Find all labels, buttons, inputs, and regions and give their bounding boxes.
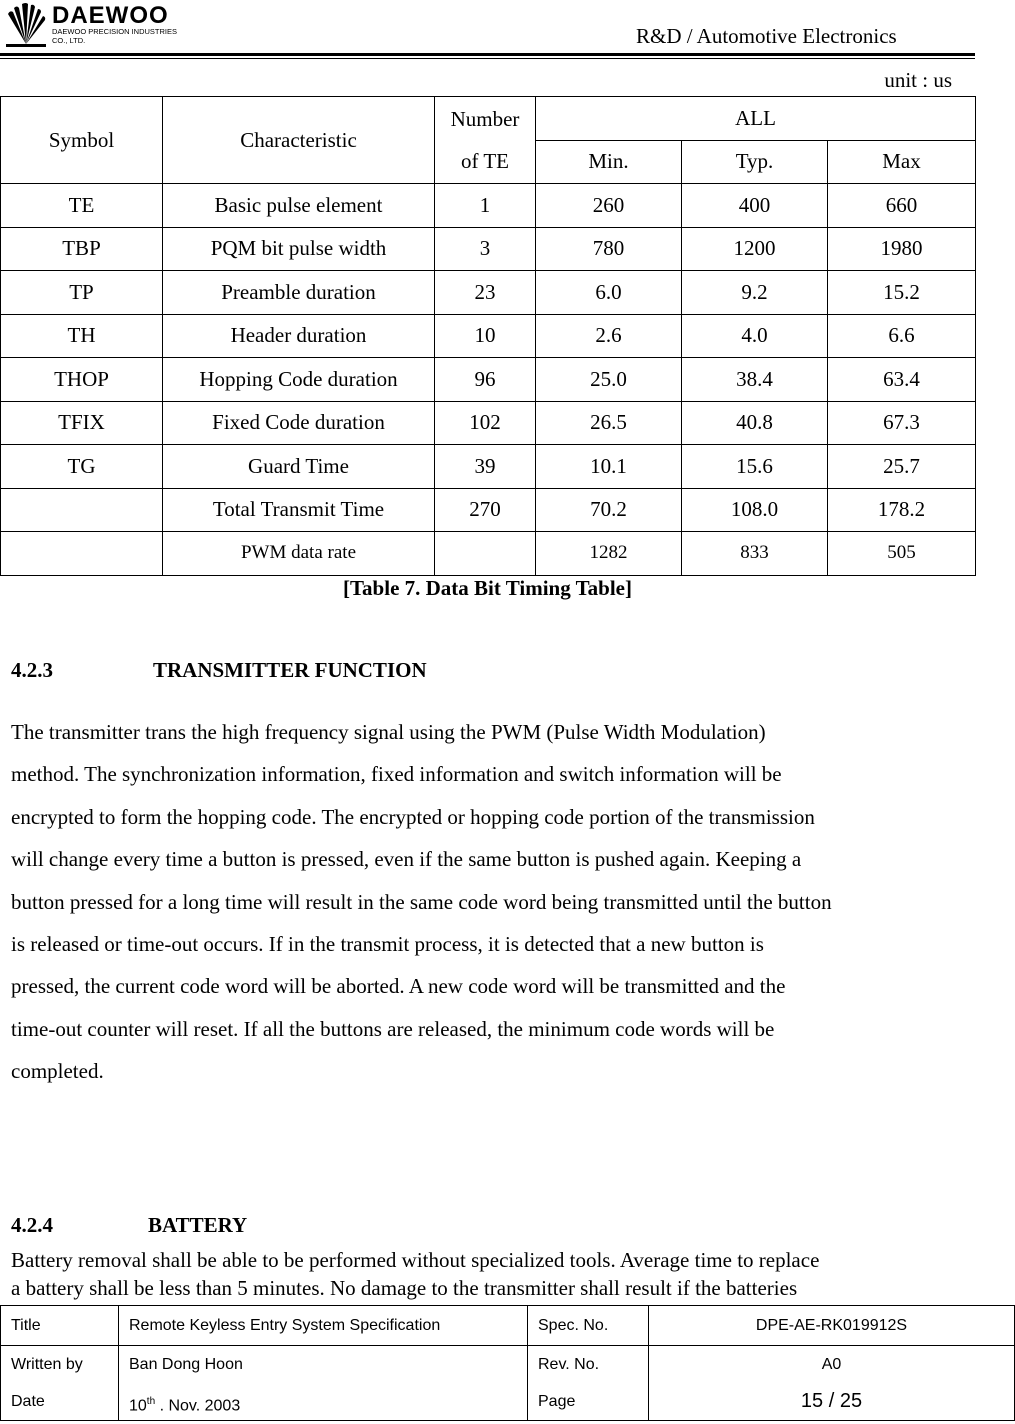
company-name: DAEWOO PRECISION INDUSTRIES CO., LTD. — [52, 27, 178, 45]
footer-written-label: Written by — [11, 1356, 83, 1373]
cell-characteristic: Hopping Code duration — [163, 358, 435, 402]
paragraph-line: time-out counter will reset. If all the buttons are released, the minimum code words will be — [11, 1016, 775, 1041]
cell-max: 660 — [828, 184, 976, 228]
footer-left-labels — [1, 1346, 119, 1421]
data-bit-timing-table — [0, 96, 976, 576]
cell-symbol — [1, 532, 163, 576]
paragraph-line: completed. — [11, 1059, 104, 1084]
header-characteristic: Characteristic — [163, 97, 435, 184]
cell-max: 15.2 — [828, 271, 976, 315]
cell-number: 270 — [435, 488, 536, 532]
header-rule-thin — [0, 58, 975, 59]
cell-max: 25.7 — [828, 445, 976, 489]
cell-typ: 4.0 — [682, 314, 828, 358]
cell-typ: 1200 — [682, 227, 828, 271]
footer-rev-value: A0 — [821, 1356, 842, 1373]
cell-min: 70.2 — [536, 488, 682, 532]
footer-written-value: Ban Dong Hoon — [129, 1356, 243, 1373]
cell-symbol: TH — [1, 314, 163, 358]
footer-spec-label: Spec. No. — [528, 1306, 649, 1346]
paragraph-line: method. The synchronization information, fixed information and switch information will be — [11, 762, 782, 787]
paragraph-line: a battery shall be less than 5 minutes. No damage to the transmitter shall result if the batteries — [11, 1276, 798, 1300]
cell-typ: 38.4 — [682, 358, 828, 402]
cell-min: 6.0 — [536, 271, 682, 315]
battery-paragraph — [11, 1246, 976, 1302]
cell-min: 260 — [536, 184, 682, 228]
table-row — [1, 184, 976, 228]
table-row — [1, 488, 976, 532]
table-row — [1, 445, 976, 489]
cell-typ: 9.2 — [682, 271, 828, 315]
table-row — [1, 401, 976, 445]
cell-characteristic: Guard Time — [163, 445, 435, 489]
footer-title-value: Remote Keyless Entry System Specification — [119, 1306, 528, 1346]
cell-typ: 40.8 — [682, 401, 828, 445]
cell-number: 39 — [435, 445, 536, 489]
table-row — [1, 227, 976, 271]
cell-min: 10.1 — [536, 445, 682, 489]
cell-number — [435, 532, 536, 576]
cell-symbol: TP — [1, 271, 163, 315]
cell-max: 63.4 — [828, 358, 976, 402]
footer-right-values — [649, 1346, 1015, 1421]
footer-page-value: 15 / 25 — [800, 1390, 863, 1412]
unit-label: unit : us — [884, 68, 952, 92]
paragraph-line: is released or time-out occurs. If in the transmit process, it is detected that a new button is — [11, 932, 764, 957]
transmitter-paragraph — [11, 711, 976, 1093]
footer-rev-label: Rev. No. — [538, 1356, 600, 1373]
table-row — [1, 314, 976, 358]
footer-date-value: 10th . Nov. 2003 — [129, 1396, 241, 1415]
footer-spec-value: DPE-AE-RK019912S — [649, 1306, 1015, 1346]
cell-symbol — [1, 488, 163, 532]
header-all: ALL — [536, 97, 976, 141]
cell-max: 178.2 — [828, 488, 976, 532]
paragraph-line: encrypted to form the hopping code. The encrypted or hopping code portion of the transmission — [11, 804, 815, 829]
cell-symbol: THOP — [1, 358, 163, 402]
paragraph-line: button pressed for a long time will result in the same code word being transmitted until the button — [11, 889, 832, 914]
cell-characteristic: PWM data rate — [163, 532, 435, 576]
cell-symbol: TG — [1, 445, 163, 489]
cell-number: 10 — [435, 314, 536, 358]
table-row — [1, 358, 976, 402]
cell-characteristic: Total Transmit Time — [163, 488, 435, 532]
cell-characteristic: Preamble duration — [163, 271, 435, 315]
cell-typ: 400 — [682, 184, 828, 228]
cell-typ: 108.0 — [682, 488, 828, 532]
footer-left-values — [119, 1346, 528, 1421]
cell-symbol: TE — [1, 184, 163, 228]
department-label: R&D / Automotive Electronics — [636, 24, 897, 48]
section-heading-battery: 4.2.4 BATTERY — [11, 1213, 248, 1237]
section-heading-transmitter: 4.2.3 TRANSMITTER FUNCTION — [11, 658, 427, 682]
header-min: Min. — [536, 140, 682, 184]
cell-number: 102 — [435, 401, 536, 445]
header-symbol: Symbol — [1, 97, 163, 184]
footer-right-labels — [528, 1346, 649, 1421]
table-header-row — [1, 97, 976, 141]
cell-min: 25.0 — [536, 358, 682, 402]
cell-number: 1 — [435, 184, 536, 228]
cell-min: 1282 — [536, 532, 682, 576]
cell-characteristic: Header duration — [163, 314, 435, 358]
cell-number: 3 — [435, 227, 536, 271]
header-typ: Typ. — [682, 140, 828, 184]
paragraph-line: Battery removal shall be able to be performed without specialized tools. Average time to replace — [11, 1248, 820, 1272]
footer-page-label: Page — [538, 1393, 576, 1410]
table-row — [1, 532, 976, 576]
cell-number: 23 — [435, 271, 536, 315]
cell-min: 780 — [536, 227, 682, 271]
cell-max: 505 — [828, 532, 976, 576]
brand-name: DAEWOO — [52, 2, 169, 29]
header-number-of-te: Number of TE — [435, 97, 536, 184]
cell-typ: 833 — [682, 532, 828, 576]
cell-number: 96 — [435, 358, 536, 402]
paragraph-line: will change every time a button is pressed, even if the same button is pushed again. Keeping a — [11, 847, 802, 872]
document-footer-table — [0, 1305, 1015, 1421]
cell-characteristic: Basic pulse element — [163, 184, 435, 228]
cell-max: 67.3 — [828, 401, 976, 445]
paragraph-line: pressed, the current code word will be aborted. A new code word will be transmitted and the — [11, 974, 786, 999]
table-row — [1, 271, 976, 315]
daewoo-shell-icon — [2, 0, 50, 48]
paragraph-line: The transmitter trans the high frequency signal using the PWM (Pulse Width Modulation) — [11, 720, 766, 744]
cell-characteristic: PQM bit pulse width — [163, 227, 435, 271]
cell-typ: 15.6 — [682, 445, 828, 489]
company-logo — [2, 0, 202, 50]
cell-min: 2.6 — [536, 314, 682, 358]
footer-title-label: Title — [1, 1306, 119, 1346]
cell-max: 6.6 — [828, 314, 976, 358]
cell-min: 26.5 — [536, 401, 682, 445]
header-rule — [0, 53, 975, 56]
cell-symbol: TBP — [1, 227, 163, 271]
cell-symbol: TFIX — [1, 401, 163, 445]
cell-characteristic: Fixed Code duration — [163, 401, 435, 445]
footer-date-label: Date — [11, 1393, 45, 1410]
table-caption: [Table 7. Data Bit Timing Table] — [342, 576, 633, 600]
cell-max: 1980 — [828, 227, 976, 271]
header-max: Max — [828, 140, 976, 184]
